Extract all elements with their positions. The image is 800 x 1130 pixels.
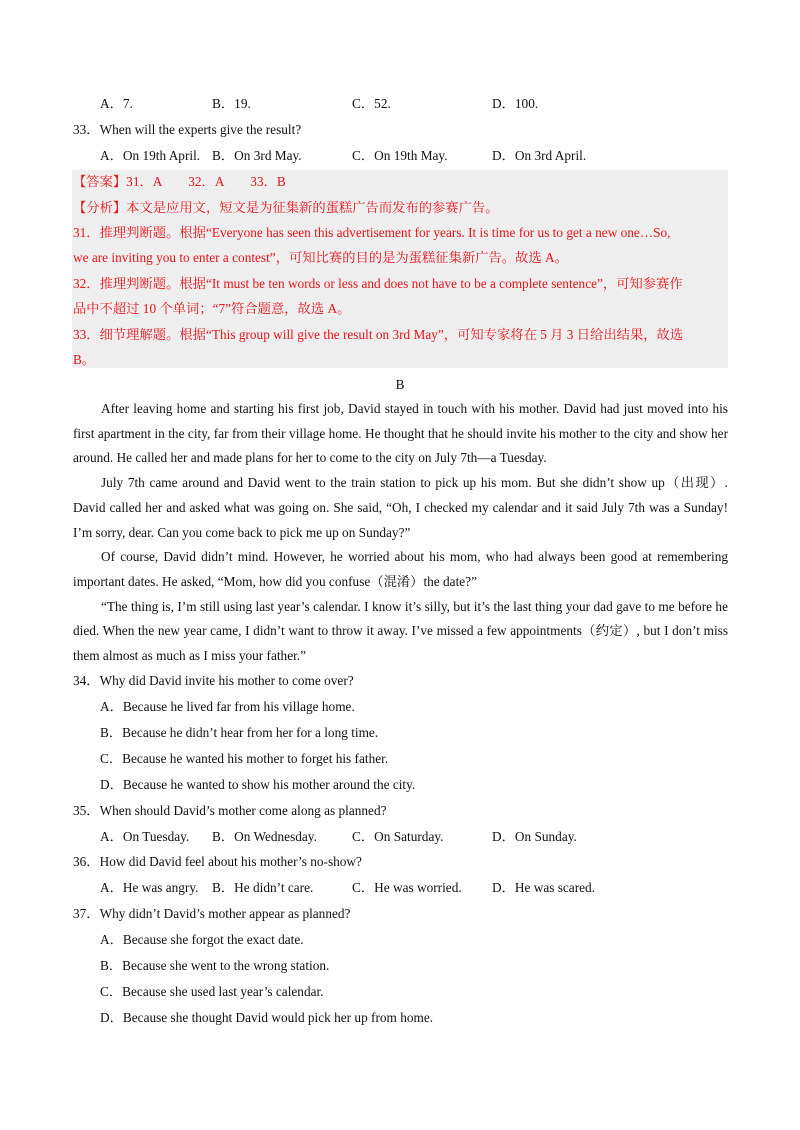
question-stem: 37．Why didn’t David’s mother appear as planned? — [73, 906, 351, 921]
answer-key: 【答案】31．A 32．A 33．B — [73, 174, 286, 189]
analysis-summary: 【分析】本文是应用文，短文是为征集新的蛋糕广告而发布的参赛广告。 — [73, 200, 499, 215]
option-b: B．19. — [212, 96, 251, 111]
option-a: A．7. — [100, 96, 133, 111]
question-stem: 34．Why did David invite his mother to come over? — [73, 673, 354, 688]
option-d: D．100. — [492, 96, 539, 111]
option-a: A．Because he lived far from his village home. — [100, 699, 355, 714]
option-c: C．Because he wanted his mother to forget his father. — [100, 751, 389, 766]
option-a: A．He was angry. — [100, 880, 199, 895]
explanation-32-line-1: 32．推理判断题。根据“It must be ten words or less and does not have to be a complete sentence”，可知参赛作 — [73, 276, 683, 291]
option-a: A．On Tuesday. — [100, 829, 190, 844]
passage-paragraph-1: After leaving home and starting his first job, David stayed in touch with his mother. David had just moved into his first apartment in the city, far from their village home. He thought that he should invite his mother to the city and show her around. He called her and made plans for her to come to the city on July 7th—a Tuesday. — [73, 401, 728, 466]
option-b: B．Because she went to the wrong station. — [100, 958, 330, 973]
question-stem: 36．How did David feel about his mother’s no-show? — [73, 854, 362, 869]
option-c: C．On 19th May. — [352, 148, 448, 163]
option-d: D．On 3rd April. — [492, 148, 587, 163]
explanation-33-line-1: 33．细节理解题。根据“This group will give the result on 3rd May”，可知专家将在 5 月 3 日给出结果，故选 — [73, 327, 684, 342]
option-b: B．On Wednesday. — [212, 829, 317, 844]
reading-passage — [73, 397, 728, 669]
option-b: B．Because he didn’t hear from her for a long time. — [100, 725, 379, 740]
passage-paragraph-3: Of course, David didn’t mind. However, he worried about his mom, who had always been good at remembering important dates. He asked, “Mom, how did you confuse（混淆）the date?” — [73, 549, 728, 589]
question-stem: 33．When will the experts give the result? — [73, 122, 302, 137]
explanation-32-line-2: 品中不超过 10 个单词；“7”符合题意，故选 A。 — [73, 301, 351, 316]
option-d: D．He was scared. — [492, 880, 596, 895]
option-b: B．On 3rd May. — [212, 148, 302, 163]
option-d: D．On Sunday. — [492, 829, 577, 844]
option-c: C．He was worried. — [352, 880, 462, 895]
option-d: D．Because he wanted to show his mother around the city. — [100, 777, 416, 792]
option-c: C．52. — [352, 96, 391, 111]
passage-paragraph-2: July 7th came around and David went to the train station to pick up his mom. But she didn’t show up（出现）. David called her and asked what was going on. She said, “Oh, I checked my calendar and it said July 7th was a Sunday! I’m sorry, dear. Can you come back to pick me up on Sunday?” — [73, 475, 728, 540]
explanation-33-line-2: B。 — [73, 352, 96, 367]
option-c: C．On Saturday. — [352, 829, 444, 844]
passage-paragraph-4: “The thing is, I’m still using last year’s calendar. I know it’s silly, but it’s the last thing your dad gave to me before he died. When the new year came, I didn’t want to throw it away. I’ve missed a few appointments（约定）, but I don’t miss them almost as much as I miss your father.” — [73, 598, 728, 664]
section-heading: B — [395, 377, 405, 392]
explanation-31-line-1: 31．推理判断题。根据“Everyone has seen this advertisement for years. It is time for us to get a new one…So, — [73, 225, 671, 240]
option-d: D．Because she thought David would pick her up from home. — [100, 1010, 434, 1025]
option-a: A．On 19th April. — [100, 148, 201, 163]
question-stem: 35．When should David’s mother come along as planned? — [73, 803, 387, 818]
option-c: C．Because she used last year’s calendar. — [100, 984, 324, 999]
option-b: B．He didn’t care. — [212, 880, 314, 895]
option-a: A．Because she forgot the exact date. — [100, 932, 304, 947]
explanation-31-line-2: we are inviting you to enter a contest”，可知比赛的目的是为蛋糕征集新广告。故选 A。 — [73, 250, 568, 265]
